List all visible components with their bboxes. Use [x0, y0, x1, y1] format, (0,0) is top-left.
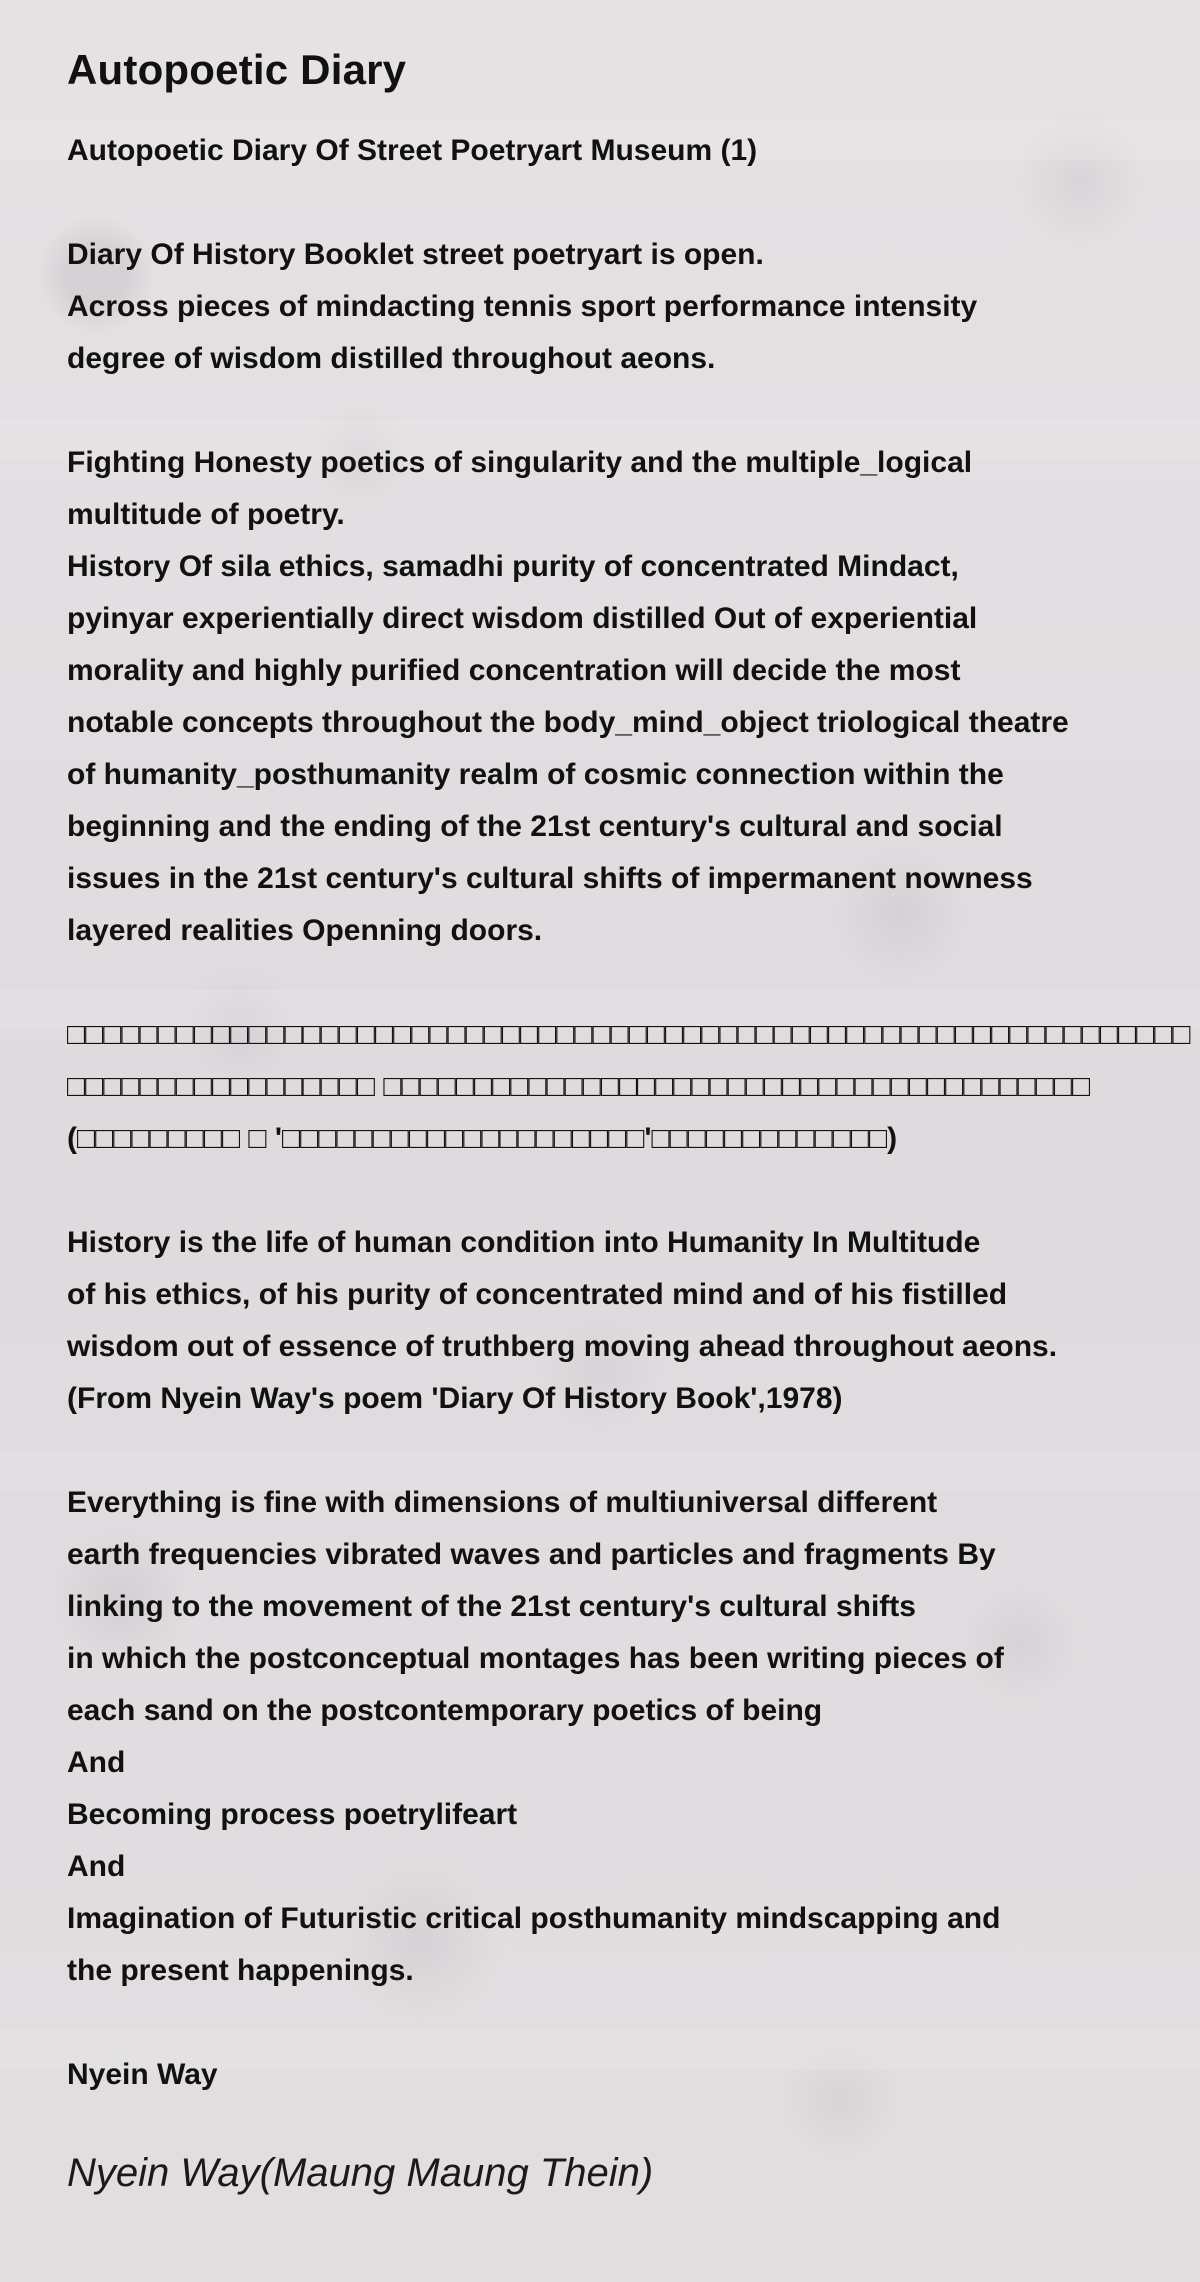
poem-line: issues in the 21st century's cultural shifts of impermanent nowness [67, 862, 1033, 896]
poem-line: wisdom out of essence of truthberg moving ahead throughout aeons. [67, 1330, 1058, 1364]
poem-line: Imagination of Futuristic critical posthumanity mindscapping and [67, 1902, 1001, 1936]
poem-line: Becoming process poetrylifeart [67, 1798, 518, 1832]
poem-line: notable concepts throughout the body_mind_object triological theatre [67, 706, 1069, 740]
poem-line: And [67, 1850, 126, 1884]
poem-line: beginning and the ending of the 21st century's cultural and social [67, 810, 1003, 844]
poem-line: Across pieces of mindacting tennis sport performance intensity [67, 290, 978, 324]
poem-line [67, 385, 1187, 437]
poem-line: in which the postconceptual montages has been writing pieces of [67, 1642, 1004, 1676]
poem-line: Autopoetic Diary Of Street Poetryart Museum (1) [67, 134, 758, 168]
poem-body [67, 125, 1191, 2101]
poem-line: Everything is fine with dimensions of multiuniversal different [67, 1486, 938, 1520]
poem-line: (From Nyein Way's poem 'Diary Of History Book',1978) [67, 1382, 843, 1416]
poem-container [67, 45, 1191, 2197]
poem-line: of humanity_posthumanity realm of cosmic connection within the [67, 758, 1004, 792]
poem-line [67, 177, 1187, 229]
poem-line: History is the life of human condition into Humanity In Multitude [67, 1226, 981, 1260]
poem-line: Fighting Honesty poetics of singularity and the multiple_logical [67, 446, 973, 480]
poem-line-myanmar: (□□□□□□□□□ □ '□□□□□□□□□□□□□□□□□□□□'□□□□□□□□□□□□□) [67, 1122, 898, 1156]
poem-line [67, 957, 1187, 1009]
poem-line: of his ethics, of his purity of concentrated mind and of his fistilled [67, 1278, 1008, 1312]
poem-line: linking to the movement of the 21st century's cultural shifts [67, 1590, 916, 1624]
poem-line: morality and highly purified concentration will decide the most [67, 654, 961, 688]
poem-line: layered realities Openning doors. [67, 914, 543, 948]
poem-signature: Nyein Way [67, 2058, 218, 2092]
poem-line: earth frequencies vibrated waves and particles and fragments By [67, 1538, 996, 1572]
poem-line: multitude of poetry. [67, 498, 345, 532]
poem-line: each sand on the postcontemporary poetics of being [67, 1694, 823, 1728]
poem-line [67, 1997, 1187, 2049]
poem-line: Diary Of History Booklet street poetryart is open. [67, 238, 764, 272]
poem-line [67, 1165, 1187, 1217]
poem-line: And [67, 1746, 126, 1780]
poem-line-myanmar: □□□□□□□□□□□□□□□□□□□□□□□□□□□□□□□□□□□□□□□□□□□□□□□□□□□□□□□□□□□□□□ [67, 1018, 1191, 1052]
poem-line: degree of wisdom distilled throughout aeons. [67, 342, 716, 376]
poem-line-myanmar: □□□□□□□□□□□□□□□□□ □□□□□□□□□□□□□□□□□□□□□□□□□□□□□□□□□□□□□□□ [67, 1070, 1091, 1104]
author-name[interactable]: Nyein Way(Maung Maung Thein) [67, 2151, 654, 2196]
poem-line [67, 1425, 1187, 1477]
poem-line: the present happenings. [67, 1954, 414, 1988]
poem-line: pyinyar experientially direct wisdom distilled Out of experiential [67, 602, 978, 636]
poem-title: Autopoetic Diary [67, 46, 407, 93]
poem-line: History Of sila ethics, samadhi purity of concentrated Mindact, [67, 550, 959, 584]
